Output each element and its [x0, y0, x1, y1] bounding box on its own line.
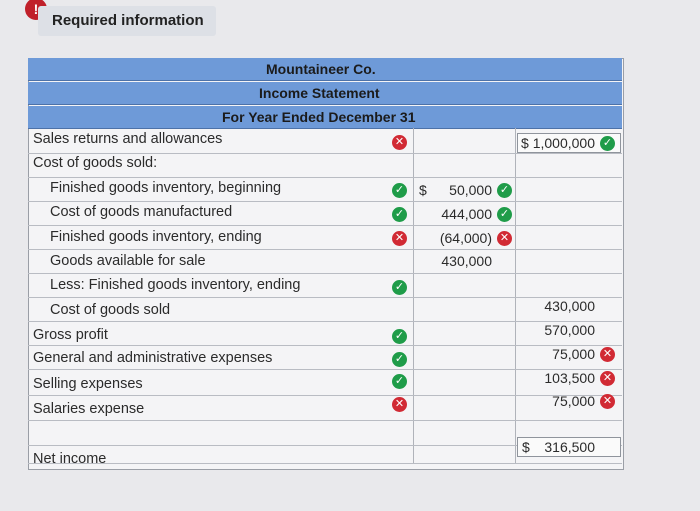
row-label-cogm[interactable]: Cost of goods manufactured	[50, 204, 233, 220]
row-label-cogs-header[interactable]: Cost of goods sold:	[33, 155, 158, 171]
row-label-net-income[interactable]: Net income	[33, 451, 107, 467]
required-info-title: Required information	[52, 12, 204, 29]
x-circle-icon: ✕	[497, 231, 512, 246]
value-salaries[interactable]: 75,000	[552, 393, 595, 409]
x-circle-icon: ✕	[600, 394, 615, 409]
check-circle-icon: ✓	[497, 183, 512, 198]
row-label-gen-admin[interactable]: General and administrative expenses	[33, 350, 273, 366]
value-selling[interactable]: 103,500	[544, 370, 595, 386]
x-circle-icon: ✕	[600, 347, 615, 362]
row-label-less-fg-ending[interactable]: Less: Finished goods inventory, ending	[50, 277, 301, 293]
statement-period-row	[28, 106, 622, 129]
statement-name: Income Statement	[259, 85, 380, 101]
value-fg-beginning[interactable]: 50,000	[449, 182, 492, 198]
row-label-fg-ending[interactable]: Finished goods inventory, ending	[50, 229, 262, 245]
check-circle-icon: ✓	[392, 207, 407, 222]
value-fg-ending[interactable]: (64,000)	[439, 230, 492, 246]
row-label-gross-profit[interactable]: Gross profit	[33, 327, 108, 343]
value-net-income[interactable]: 316,500	[544, 439, 595, 455]
check-circle-icon: ✓	[392, 329, 407, 344]
row-label-fg-beginning[interactable]: Finished goods inventory, beginning	[50, 180, 282, 196]
value-cogm[interactable]: 444,000	[441, 206, 492, 222]
x-circle-icon: ✕	[392, 231, 407, 246]
check-circle-icon: ✓	[392, 352, 407, 367]
check-circle-icon: ✓	[392, 183, 407, 198]
currency-symbol: $	[522, 439, 530, 455]
value-sales[interactable]: 1,000,000	[532, 135, 595, 151]
row-label-salaries[interactable]: Salaries expense	[33, 401, 145, 417]
statement-period: For Year Ended December 31	[222, 109, 416, 125]
value-gen-admin[interactable]: 75,000	[552, 346, 595, 362]
value-gross-profit[interactable]: 570,000	[544, 322, 595, 338]
check-circle-icon: ✓	[392, 280, 407, 295]
row-label-selling[interactable]: Selling expenses	[33, 376, 143, 392]
x-circle-icon: ✕	[392, 135, 407, 150]
x-circle-icon: ✕	[392, 397, 407, 412]
currency-symbol: $	[521, 135, 529, 151]
currency-symbol: $	[419, 182, 427, 198]
check-circle-icon: ✓	[392, 374, 407, 389]
row-label-cogs[interactable]: Cost of goods sold	[50, 302, 171, 318]
statement-name-row	[28, 82, 622, 105]
row-label-goods-available[interactable]: Goods available for sale	[50, 253, 206, 269]
alert-icon: !	[25, 0, 47, 20]
check-circle-icon: ✓	[497, 207, 512, 222]
x-circle-icon: ✕	[600, 371, 615, 386]
value-cogs[interactable]: 430,000	[544, 298, 595, 314]
check-circle-icon: ✓	[600, 136, 615, 151]
value-goods-available[interactable]: 430,000	[441, 253, 492, 269]
row-label-sales-returns[interactable]: Sales returns and allowances	[33, 131, 223, 147]
statement-company-row	[28, 58, 622, 81]
company-name: Mountaineer Co.	[266, 61, 376, 77]
